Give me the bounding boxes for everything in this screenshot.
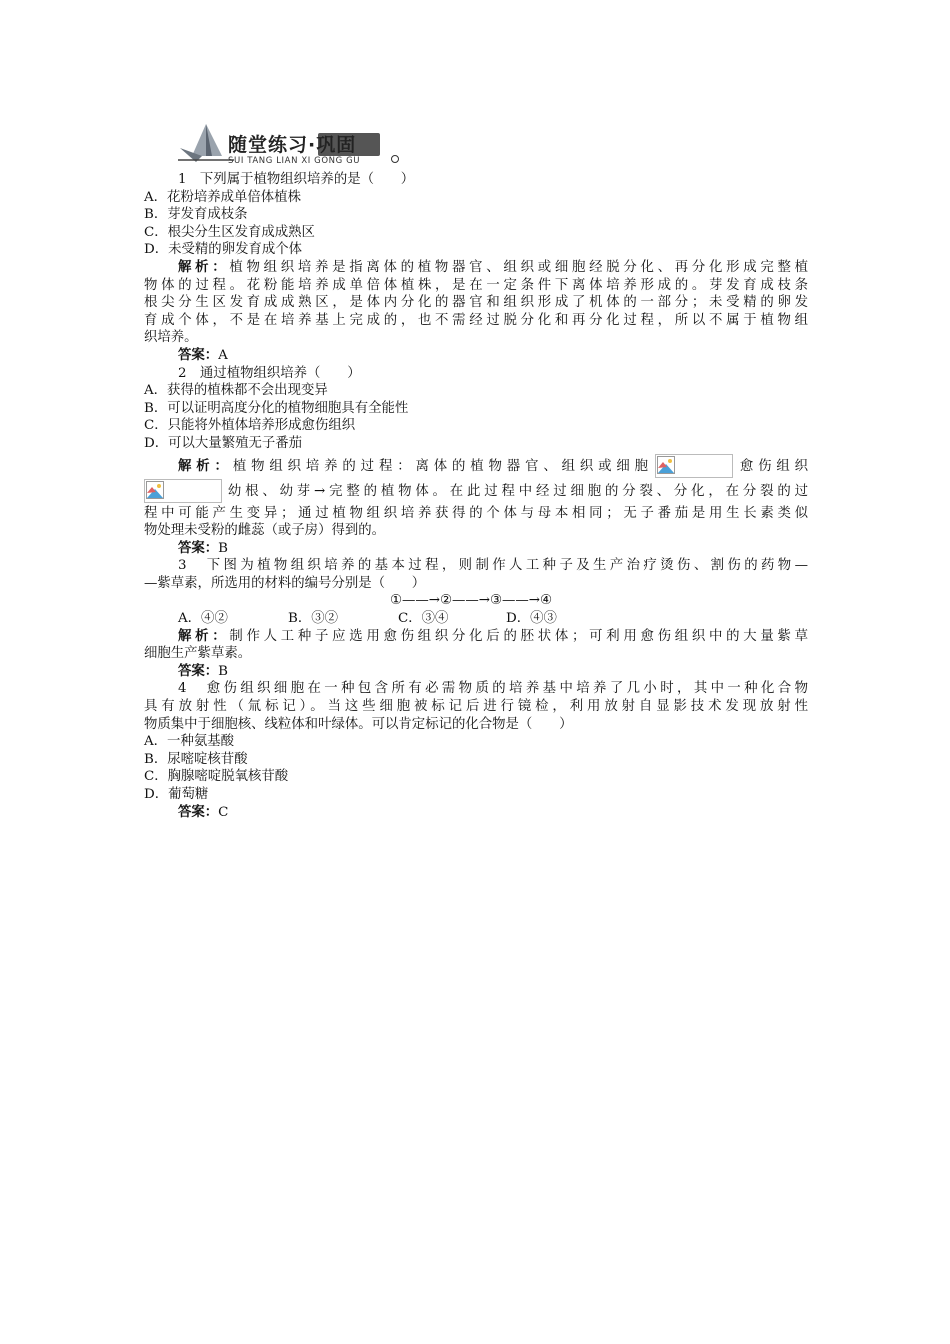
q1-option-b: B．芽发育成枝条	[144, 207, 248, 223]
q3-stem: —紫草素，所选用的材料的编号分别是（ ）	[144, 575, 426, 591]
q4-option-d: D．葡萄糖	[144, 787, 209, 802]
q3-analysis-line	[144, 628, 808, 646]
q3-analysis-text: 制作人工种子应选用愈伤组织分化后的胚状体；可利用愈伤组织中的大量紫草	[229, 628, 809, 644]
exercise-content	[144, 171, 808, 821]
broken-image-placeholder	[655, 454, 733, 478]
image-icon	[146, 481, 164, 499]
header-subtitle: SUI TANG LIAN XI GONG GU	[228, 156, 361, 166]
q2-analysis-label: 解析：	[178, 457, 233, 474]
q1-option-d: D．未受精的卵发育成个体	[144, 242, 303, 258]
broken-image-placeholder	[144, 479, 222, 503]
q3-option-a: A．④②	[178, 611, 228, 627]
q3-option-b: B．③②	[288, 611, 339, 627]
q1-answer-label: 答案：	[178, 346, 219, 363]
q3-option-d: D．④③	[506, 611, 557, 627]
q2-answer-label: 答案：	[178, 539, 219, 556]
q3-answer	[144, 663, 808, 681]
q2-option-c: C．只能将外植体培养形成愈伤组织	[144, 418, 356, 434]
q1-analysis-line: 根尖分生区发育成成熟区，是体内分化的器官和组织形成了机体的一部分；未受精的卵发	[144, 295, 808, 311]
q3-flow-diagram: ①——→②——→③——→④	[390, 593, 553, 609]
circle-dot-icon	[390, 154, 400, 164]
q3-answer-label: 答案：	[178, 662, 219, 679]
image-icon	[657, 456, 675, 474]
q4-option-a: A．一种氨基酸	[144, 734, 235, 750]
q2-analysis-line: 程中可能产生变异；通过植物组织培养获得的个体与母本相同；无子番茄是用生长素类似	[144, 505, 808, 521]
q3-stem: 3 下图为植物组织培养的基本过程，则制作人工种子及生产治疗烫伤、割伤的药物—	[178, 558, 808, 574]
q2-option-a: A．获得的植株都不会出现变异	[144, 383, 328, 399]
q3-answer-value: B	[218, 663, 229, 679]
q1-analysis-line: 织培养。	[144, 330, 198, 346]
q4-stem: 4 愈伤组织细胞在一种包含所有必需物质的培养基中培养了几小时，其中一种化合物	[178, 681, 808, 697]
q1-answer	[144, 347, 808, 365]
q1-answer-value: A	[218, 347, 228, 363]
q1-analysis-label: 解析：	[178, 258, 230, 275]
q2-option-b: B．可以证明高度分化的植物细胞具有全能性	[144, 400, 409, 416]
q1-analysis-text: 植物组织培养是指离体的植物器官、组织或细胞经脱分化、再分化形成完整植	[229, 259, 809, 275]
q1-stem: 1 下列属于植物组织培养的是（ ）	[178, 172, 415, 187]
q2-option-d: D．可以大量繁殖无子番茄	[144, 435, 303, 451]
q2-analysis-text: 幼根、幼芽→完整的植物体。在此过程中经过细胞的分裂、分化，在分裂的过	[224, 483, 808, 499]
q2-analysis-line	[144, 453, 808, 479]
q2-analysis-text: 愈伤组织	[734, 458, 809, 474]
q2-analysis-line: 物处理未受粉的雌蕊（或子房）得到的。	[144, 523, 386, 539]
header-title: 随堂练习·巩固	[228, 134, 357, 156]
q1-analysis-line	[144, 259, 808, 277]
q4-option-c: C．胸腺嘧啶脱氧核苷酸	[144, 769, 289, 785]
q2-stem: 2 通过植物组织培养（ ）	[178, 365, 361, 381]
q4-stem: 物质集中于细胞核、线粒体和叶绿体。可以肯定标记的化合物是（ ）	[144, 716, 573, 732]
section-header	[176, 122, 406, 170]
q3-option-c: C．③④	[398, 611, 449, 627]
q4-answer-value: C	[218, 804, 229, 820]
q3-options	[144, 610, 808, 628]
q3-analysis-line: 细胞生产紫草素。	[144, 646, 252, 662]
q4-answer-label: 答案：	[178, 803, 219, 820]
q1-analysis-line: 育成个体，不是在培养基上完成的，也不需经过脱分化和再分化过程，所以不属于植物组	[144, 312, 808, 328]
q2-answer-value: B	[218, 540, 229, 556]
q4-stem: 具有放射性（氚标记）。当这些细胞被标记后进行镜检，利用放射自显影技术发现放射性	[144, 699, 808, 715]
q2-analysis-line	[144, 479, 808, 505]
sailboat-logo-icon	[176, 122, 236, 166]
q2-analysis-text: 植物组织培养的过程：离体的植物器官、组织或细胞	[232, 458, 653, 474]
q1-option-c: C．根尖分生区发育成成熟区	[144, 224, 315, 240]
q4-answer	[144, 804, 808, 822]
q1-analysis-line: 物体的过程。花粉能培养成单倍体植株，是在一定条件下离体培养形成的。芽发育成枝条	[144, 277, 808, 293]
q4-option-b: B．尿嘧啶核苷酸	[144, 751, 248, 767]
q2-answer	[144, 540, 808, 558]
q1-option-a: A．花粉培养成单倍体植株	[144, 189, 301, 205]
q3-analysis-label: 解析：	[178, 627, 230, 644]
